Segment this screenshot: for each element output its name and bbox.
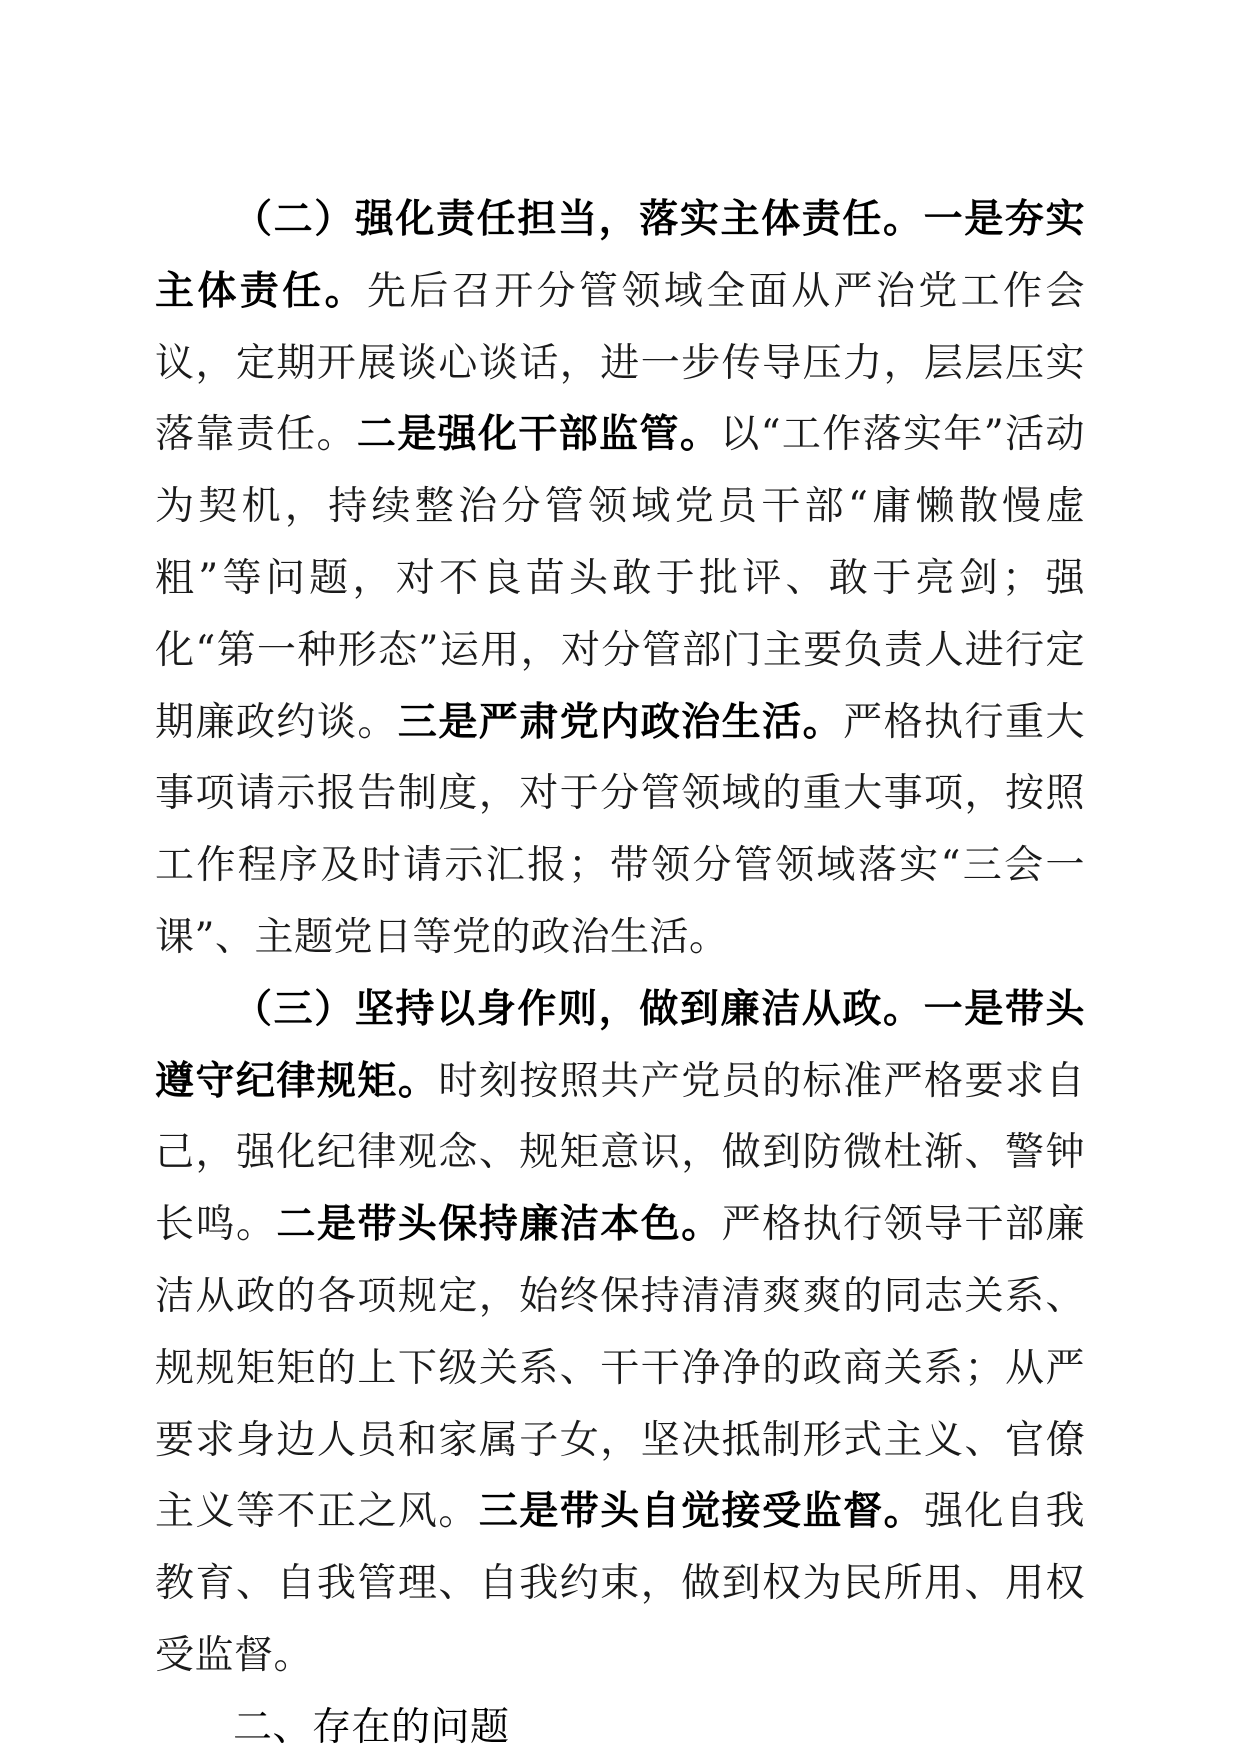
document-body <box>155 184 1085 1764</box>
para2-seg2: 二是带头保持廉洁本色。 <box>276 1202 722 1248</box>
para2-seg5: 强化自我教育、自我管理、自我约束，做到权为民所用、用权受监督。 <box>155 1489 1085 1678</box>
section-heading: 二、存在的问题 <box>233 1704 510 1750</box>
para2-seg3: 严格执行领导干部廉洁从政的各项规定，始终保持清清爽爽的同志关系、规规矩矩的上下级关系、干干净净的政商关系；从严要求身边人员和家属子女，坚决抵制形式主义、官僚主义等不正之风。 <box>155 1202 1085 1535</box>
para1-seg2: 二是强化干部监管。 <box>356 412 721 458</box>
para2-seg1: 时刻按照共产党员的标准严格要求自己，强化纪律观念、规矩意识，做到防微杜渐、警钟长鸣。 <box>155 1058 1085 1248</box>
para1-seg1: 先后召开分管领域全面从严治党工作会议，定期开展谈心谈话，进一步传导压力，层层压实落靠责任。 <box>155 268 1085 458</box>
para2-seg4: 三是带头自觉接受监督。 <box>478 1489 925 1535</box>
paragraph-responsibility <box>155 184 1085 974</box>
para2-seg0: （三）坚持以身作则，做到廉洁从政。一是带头遵守纪律规矩。 <box>155 986 1085 1104</box>
para1-seg4: 三是严肃党内政治生活。 <box>397 699 844 745</box>
paragraph-integrity <box>155 974 1085 1692</box>
para1-seg5: 严格执行重大事项请示报告制度，对于分管领域的重大事项，按照工作程序及时请示汇报；带领分管领域落实“三会一课”、主题党日等党的政治生活。 <box>155 699 1085 960</box>
para1-seg0: （二）强化责任担当，落实主体责任。一是夯实主体责任。 <box>155 197 1085 314</box>
para1-seg3: 以“工作落实年”活动为契机，持续整治分管领域党员干部“庸懒散慢虚粗”等问题，对不良苗头敢于批评、敢于亮剑；强化“第一种形态”运用，对分管部门主要负责人进行定期廉政约谈。 <box>155 412 1085 745</box>
